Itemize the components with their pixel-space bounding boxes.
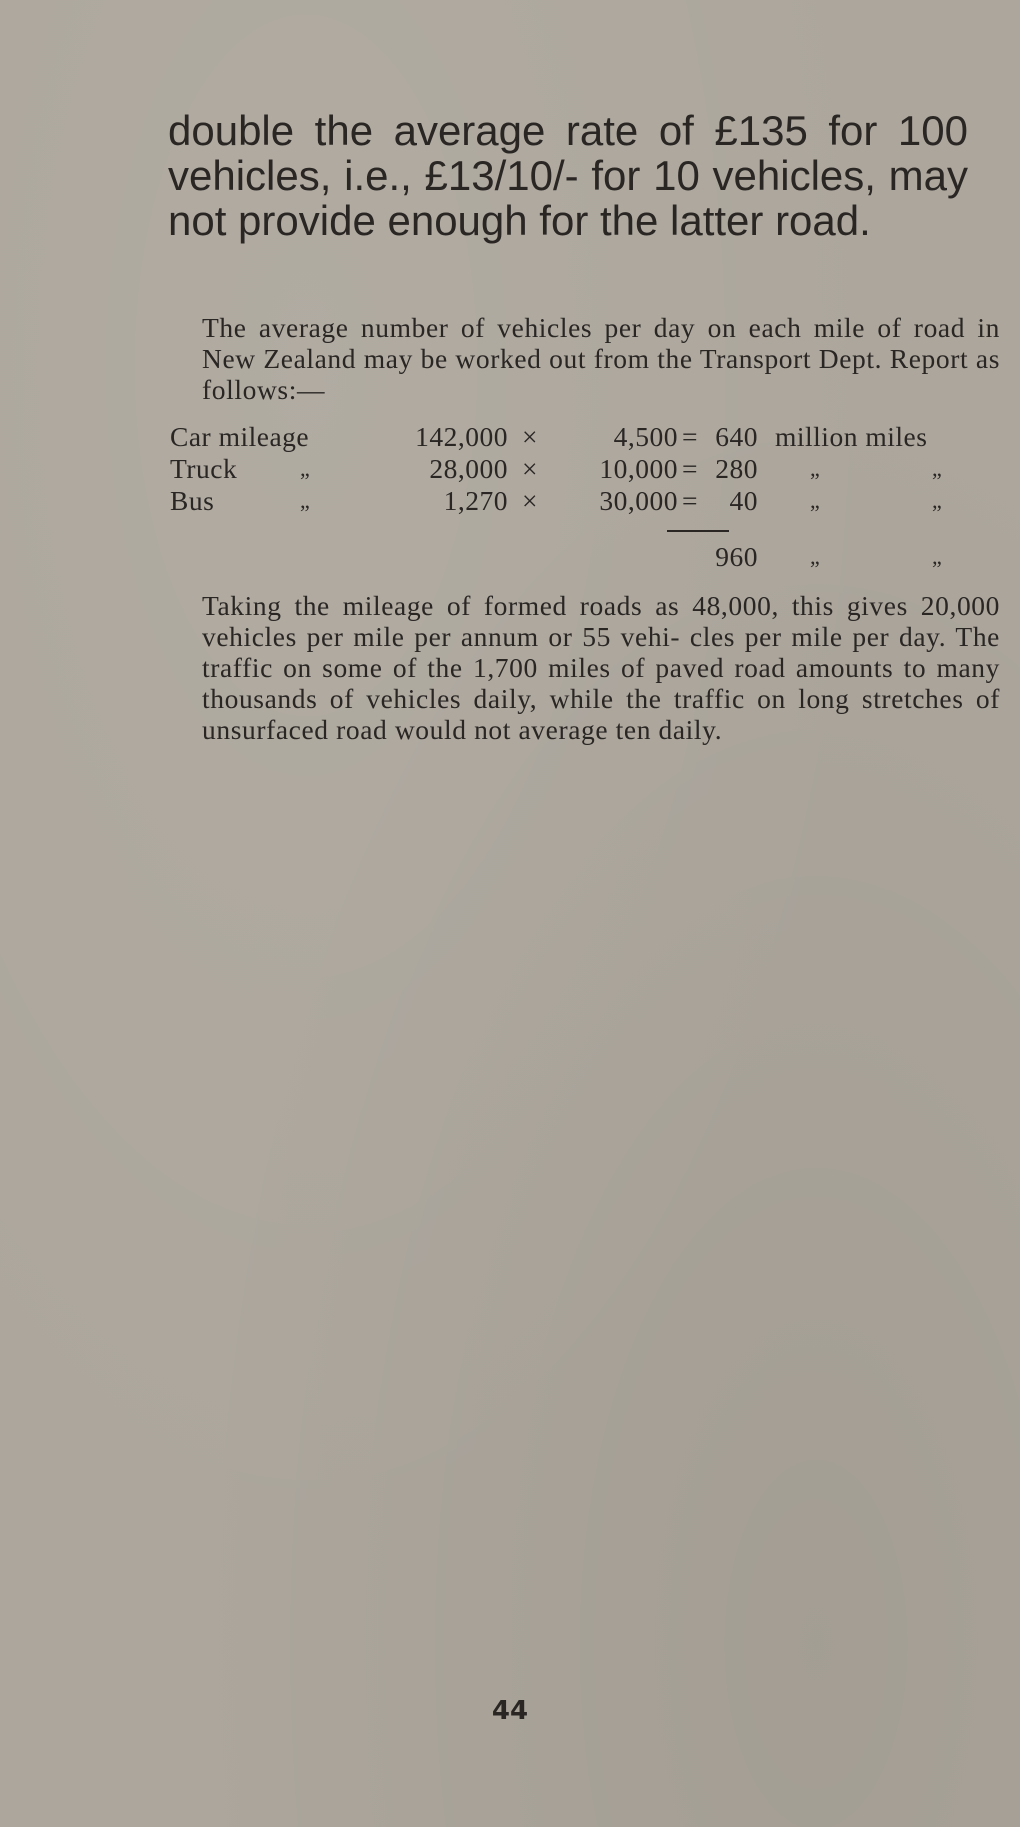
equals-sign: = xyxy=(682,453,699,484)
vehicle-count: 142,000 xyxy=(415,421,508,452)
miles-per-vehicle: 10,000 xyxy=(599,453,678,484)
calc-row-bus xyxy=(170,485,970,517)
ditto-mark: „ xyxy=(932,544,943,569)
row-result: 280 xyxy=(715,453,758,484)
calc-row-car xyxy=(170,421,970,453)
ditto-mark: „ xyxy=(300,456,311,481)
formed-roads-paragraph: Taking the mileage of formed roads as 48,000, this gives 20,000 vehicles per mile per annum or 55 vehi- cles per mile per day. The traffic on some of the 1,700 miles of paved road amounts to many thousands of vehicles daily, while the traffic on long stretches of unsurfaced road would not average ten daily. xyxy=(202,590,1000,745)
ditto-mark: „ xyxy=(932,456,943,481)
row-label: Bus xyxy=(170,485,215,516)
vehicle-count: 1,270 xyxy=(443,485,508,516)
ditto-mark: „ xyxy=(810,456,821,481)
total-result: 960 xyxy=(715,541,758,572)
vehicle-count: 28,000 xyxy=(429,453,508,484)
times-sign: × xyxy=(522,453,539,484)
ditto-mark: „ xyxy=(932,488,943,513)
ditto-mark: „ xyxy=(810,544,821,569)
row-unit: million miles xyxy=(775,421,928,452)
times-sign: × xyxy=(522,485,539,516)
row-result: 640 xyxy=(715,421,758,452)
row-label: Truck xyxy=(170,453,238,484)
miles-per-vehicle: 4,500 xyxy=(613,421,678,452)
mileage-calculation xyxy=(170,421,970,581)
row-label: Car mileage xyxy=(170,421,310,452)
equals-sign: = xyxy=(682,421,699,452)
miles-per-vehicle: 30,000 xyxy=(599,485,678,516)
calc-row-total xyxy=(170,541,970,573)
ditto-mark: „ xyxy=(300,488,311,513)
sum-rule xyxy=(667,530,729,532)
calc-row-truck xyxy=(170,453,970,485)
continued-paragraph: double the average rate of £135 for 100 vehicles, i.e., £13/10/- for 10 vehicles, may not provide enough for the latter road. xyxy=(168,107,968,244)
average-vehicles-paragraph: The average number of vehicles per day on each mile of road in New Zealand may be worked out from the Transport Dept. Report as follows:— xyxy=(202,312,1000,405)
times-sign: × xyxy=(522,421,539,452)
page-number: 44 xyxy=(491,1696,529,1726)
equals-sign: = xyxy=(682,485,699,516)
row-result: 40 xyxy=(729,485,758,516)
ditto-mark: „ xyxy=(810,488,821,513)
